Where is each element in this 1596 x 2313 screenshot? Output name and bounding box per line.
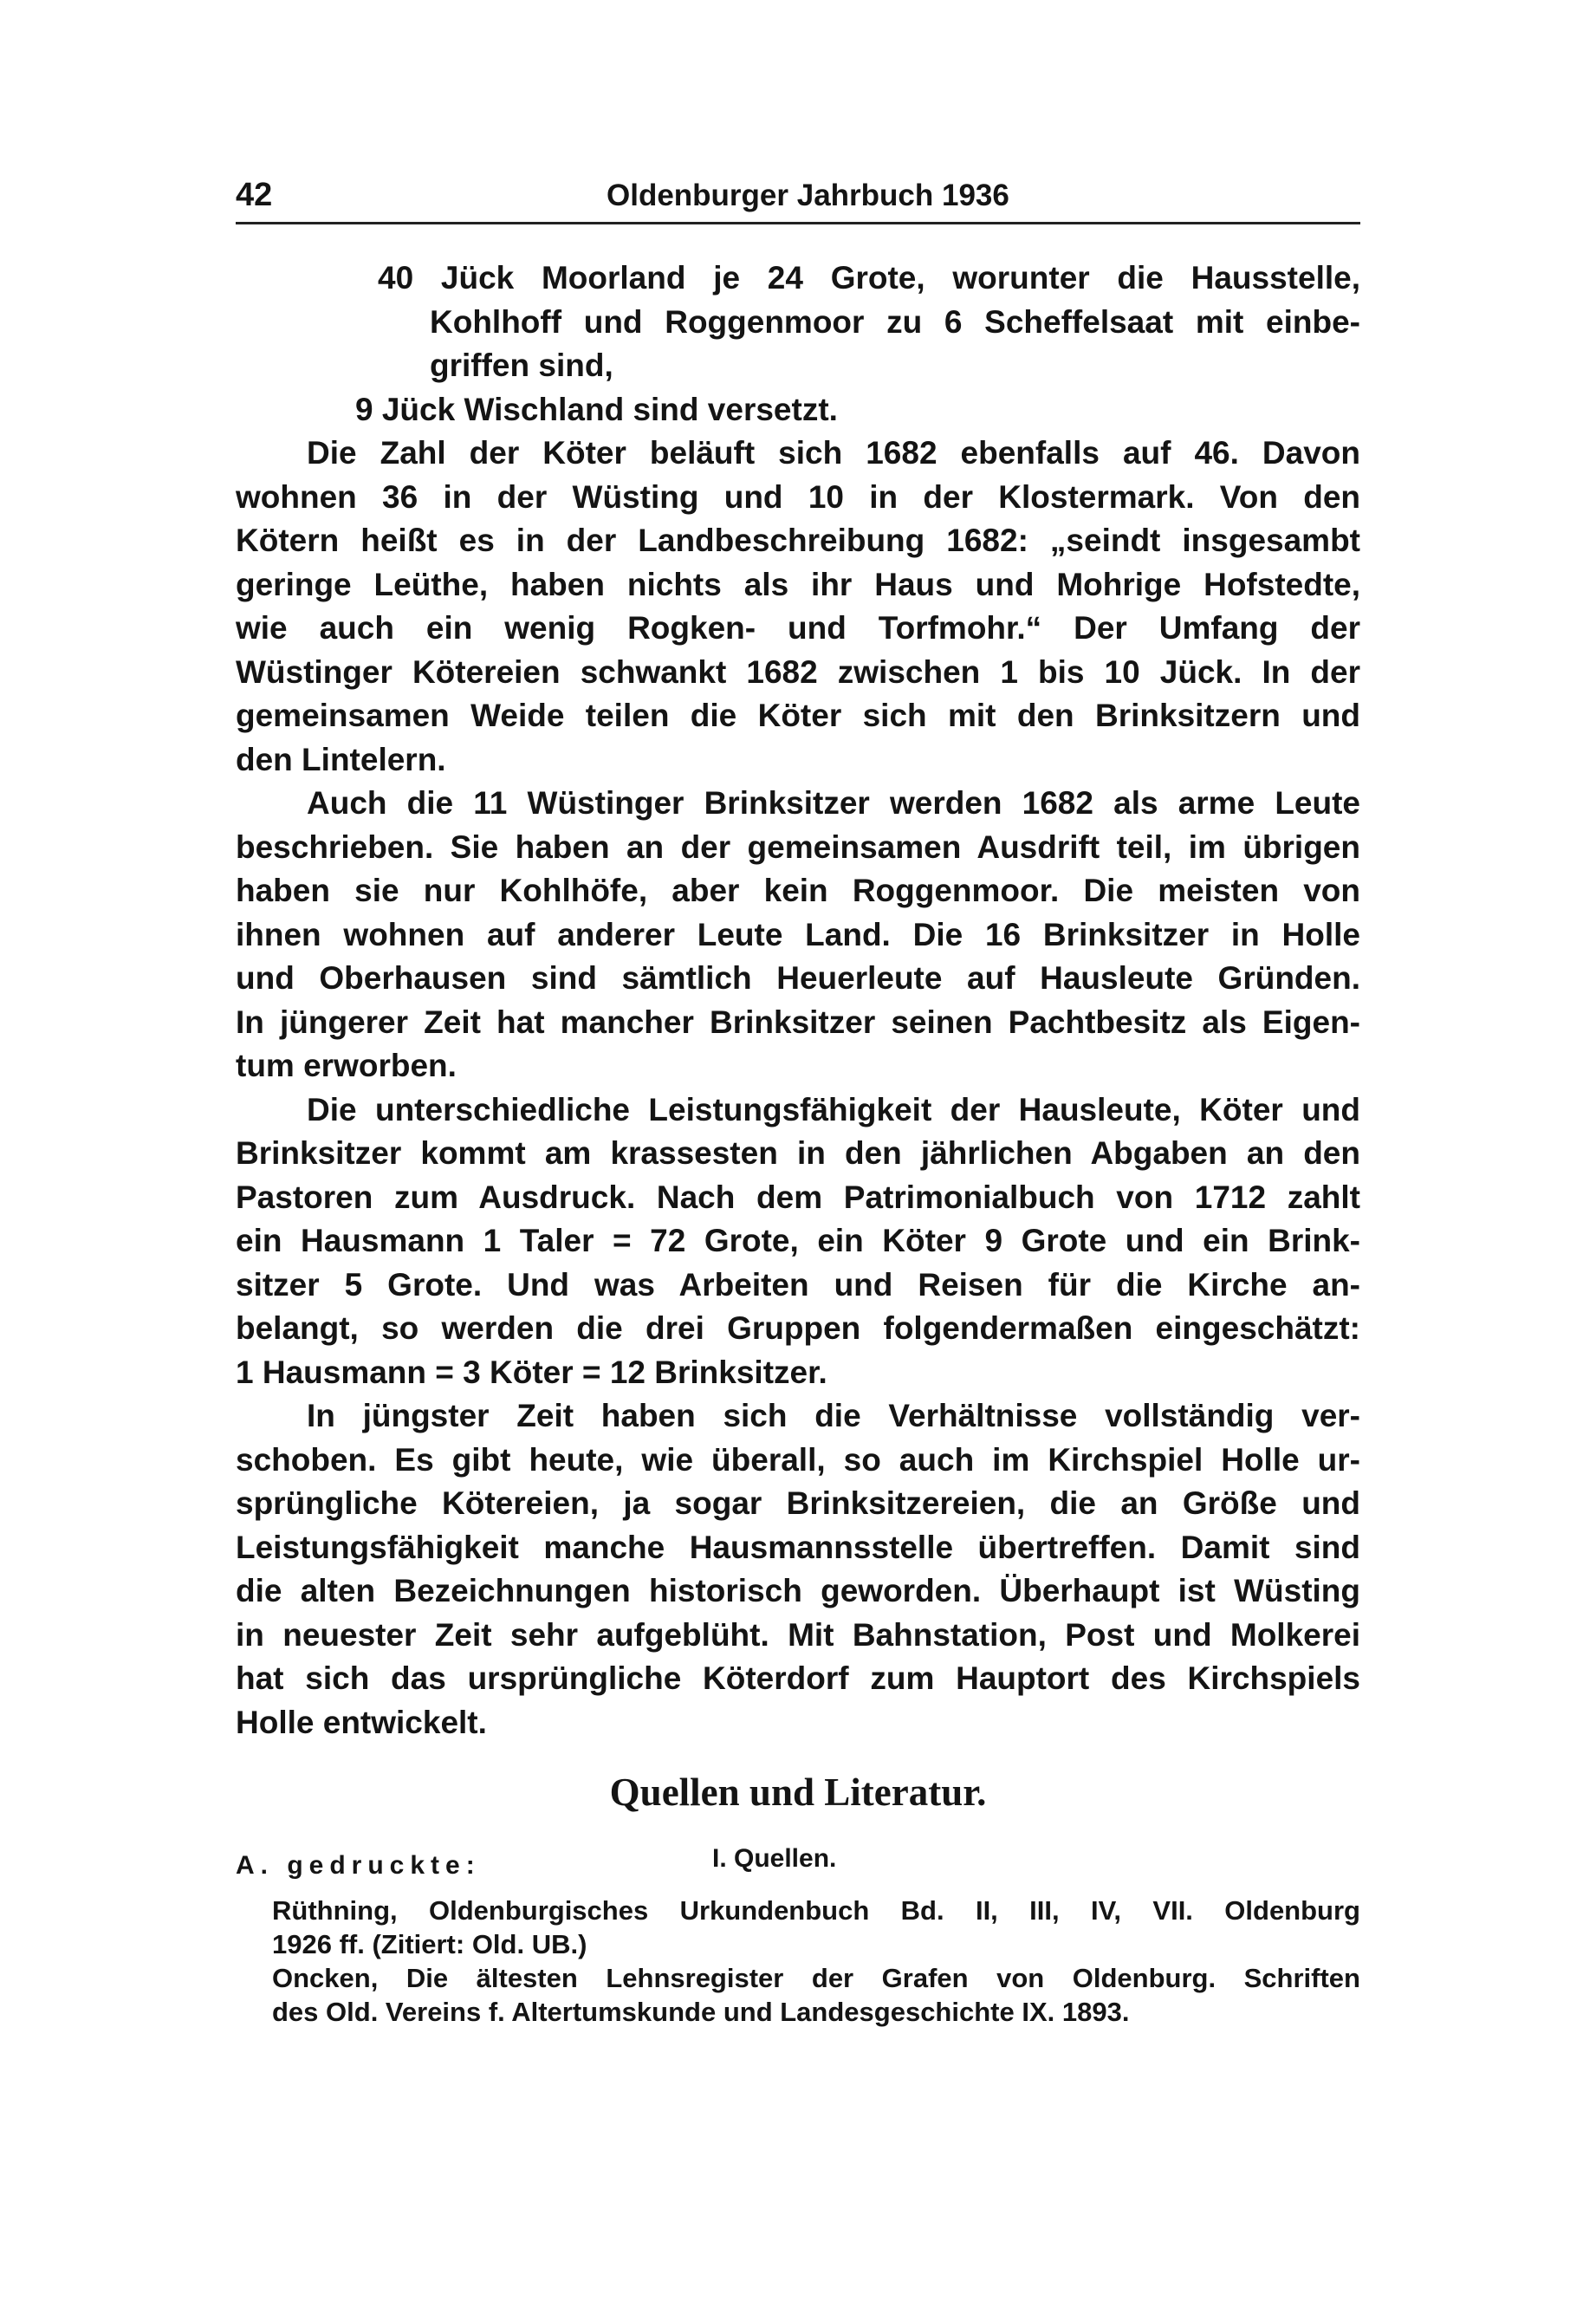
text-line: ein Hausmann 1 Taler = 72 Grote, ein Köter 9 Grote und ein Brink- — [236, 1223, 1360, 1258]
text-line: 40 Jück Moorland je 24 Grote, worunter die Hausstelle, — [378, 260, 1360, 296]
reference-line: des Old. Vereins f. Altertumskunde und Landesgeschichte IX. 1893. — [272, 1997, 1130, 2027]
text-line: sprüngliche Kötereien, ja sogar Brinksitzereien, die an Größe und — [236, 1485, 1360, 1521]
section-title: Quellen und Literatur. — [609, 1770, 987, 1814]
text-line: Auch die 11 Wüstinger Brinksitzer werden 1682 als arme Leute — [307, 785, 1360, 821]
text-line: Kohlhoff und Roggenmoor zu 6 Scheffelsaat mit einbe- — [430, 303, 1360, 340]
page-number: 42 — [236, 177, 273, 213]
text-line: griffen sind, — [430, 348, 613, 383]
text-line: tum erworben. — [236, 1048, 457, 1083]
text-line: In jüngster Zeit haben sich die Verhältnisse vollständig ver- — [307, 1398, 1360, 1433]
text-line: in neuester Zeit sehr aufgeblüht. Mit Bahnstation, Post und Molkerei — [236, 1616, 1360, 1653]
text-line: die alten Bezeichnungen historisch geworden. Überhaupt ist Wüsting — [236, 1573, 1360, 1608]
text-line: Leistungsfähigkeit manche Hausmannsstelle übertreffen. Damit sind — [236, 1529, 1360, 1565]
text-line: den Lintelern. — [236, 741, 446, 777]
text-line: ihnen wohnen auf anderer Leute Land. Die 16 Brinksitzer in Holle — [236, 916, 1360, 952]
text-line: Kötern heißt es in der Landbeschreibung 1682: „seindt insgesambt — [236, 523, 1360, 558]
text-line: Die Zahl der Köter beläuft sich 1682 ebenfalls auf 46. Davon — [307, 435, 1360, 471]
reference-line: Rüthning, Oldenburgisches Urkundenbuch Bd. II, III, IV, VII. Oldenburg — [272, 1895, 1360, 1926]
text-line: Pastoren zum Ausdruck. Nach dem Patrimonialbuch von 1712 zahlt — [236, 1179, 1360, 1215]
reference-list — [272, 1894, 1360, 2029]
subsection-title: I. Quellen. — [712, 1844, 837, 1873]
text-line: gemeinsamen Weide teilen die Köter sich mit den Brinksitzern und — [236, 698, 1360, 733]
reference-line: 1926 ff. (Zitiert: Old. UB.) — [272, 1929, 587, 1959]
text-line: schoben. Es gibt heute, wie überall, so auch im Kirchspiel Holle ur- — [236, 1441, 1360, 1478]
text-line: beschrieben. Sie haben an der gemeinsamen Ausdrift teil, im übrigen — [236, 828, 1360, 865]
subsection-label: A. gedruckte: — [236, 1851, 481, 1880]
reference-line: Oncken, Die ältesten Lehnsregister der Grafen von Oldenburg. Schriften — [272, 1963, 1360, 1993]
text-line: sitzer 5 Grote. Und was Arbeiten und Reisen für die Kirche an- — [236, 1266, 1360, 1303]
text-line: Die unterschiedliche Leistungsfähigkeit der Hausleute, Köter und — [307, 1091, 1360, 1127]
text-line: Wüstinger Kötereien schwankt 1682 zwischen 1 bis 10 Jück. In der — [236, 653, 1360, 690]
text-line: und Oberhausen sind sämtlich Heuerleute auf Hausleute Gründen. — [236, 960, 1360, 996]
text-line: In jüngerer Zeit hat mancher Brinksitzer seinen Pachtbesitz als Eigen- — [236, 1004, 1360, 1040]
running-head: Oldenburger Jahrbuch 1936 — [607, 179, 1009, 212]
text-line: wie auch ein wenig Rogken- und Torfmohr.“ Der Umfang der — [236, 610, 1360, 646]
text-line: hat sich das ursprüngliche Köterdorf zum Hauptort des Kirchspiels — [236, 1660, 1360, 1696]
text-line: belangt, so werden die drei Gruppen folgendermaßen eingeschätzt: — [236, 1310, 1360, 1346]
text-line: haben sie nur Kohlhöfe, aber kein Roggenmoor. Die meisten von — [236, 873, 1360, 908]
page-header — [236, 172, 1360, 224]
body-text — [236, 257, 1360, 1744]
text-line: 1 Hausmann = 3 Köter = 12 Brinksitzer. — [236, 1354, 827, 1390]
text-line: geringe Leüthe, haben nichts als ihr Haus und Mohrige Hofstedte, — [236, 566, 1360, 602]
text-line: wohnen 36 in der Wüsting und 10 in der Klostermark. Von den — [236, 478, 1360, 515]
text-line: 9 Jück Wischland sind versetzt. — [355, 391, 838, 427]
text-line: Brinksitzer kommt am krassesten in den jährlichen Abgaben an den — [236, 1135, 1360, 1171]
text-line: Holle entwickelt. — [236, 1704, 487, 1740]
